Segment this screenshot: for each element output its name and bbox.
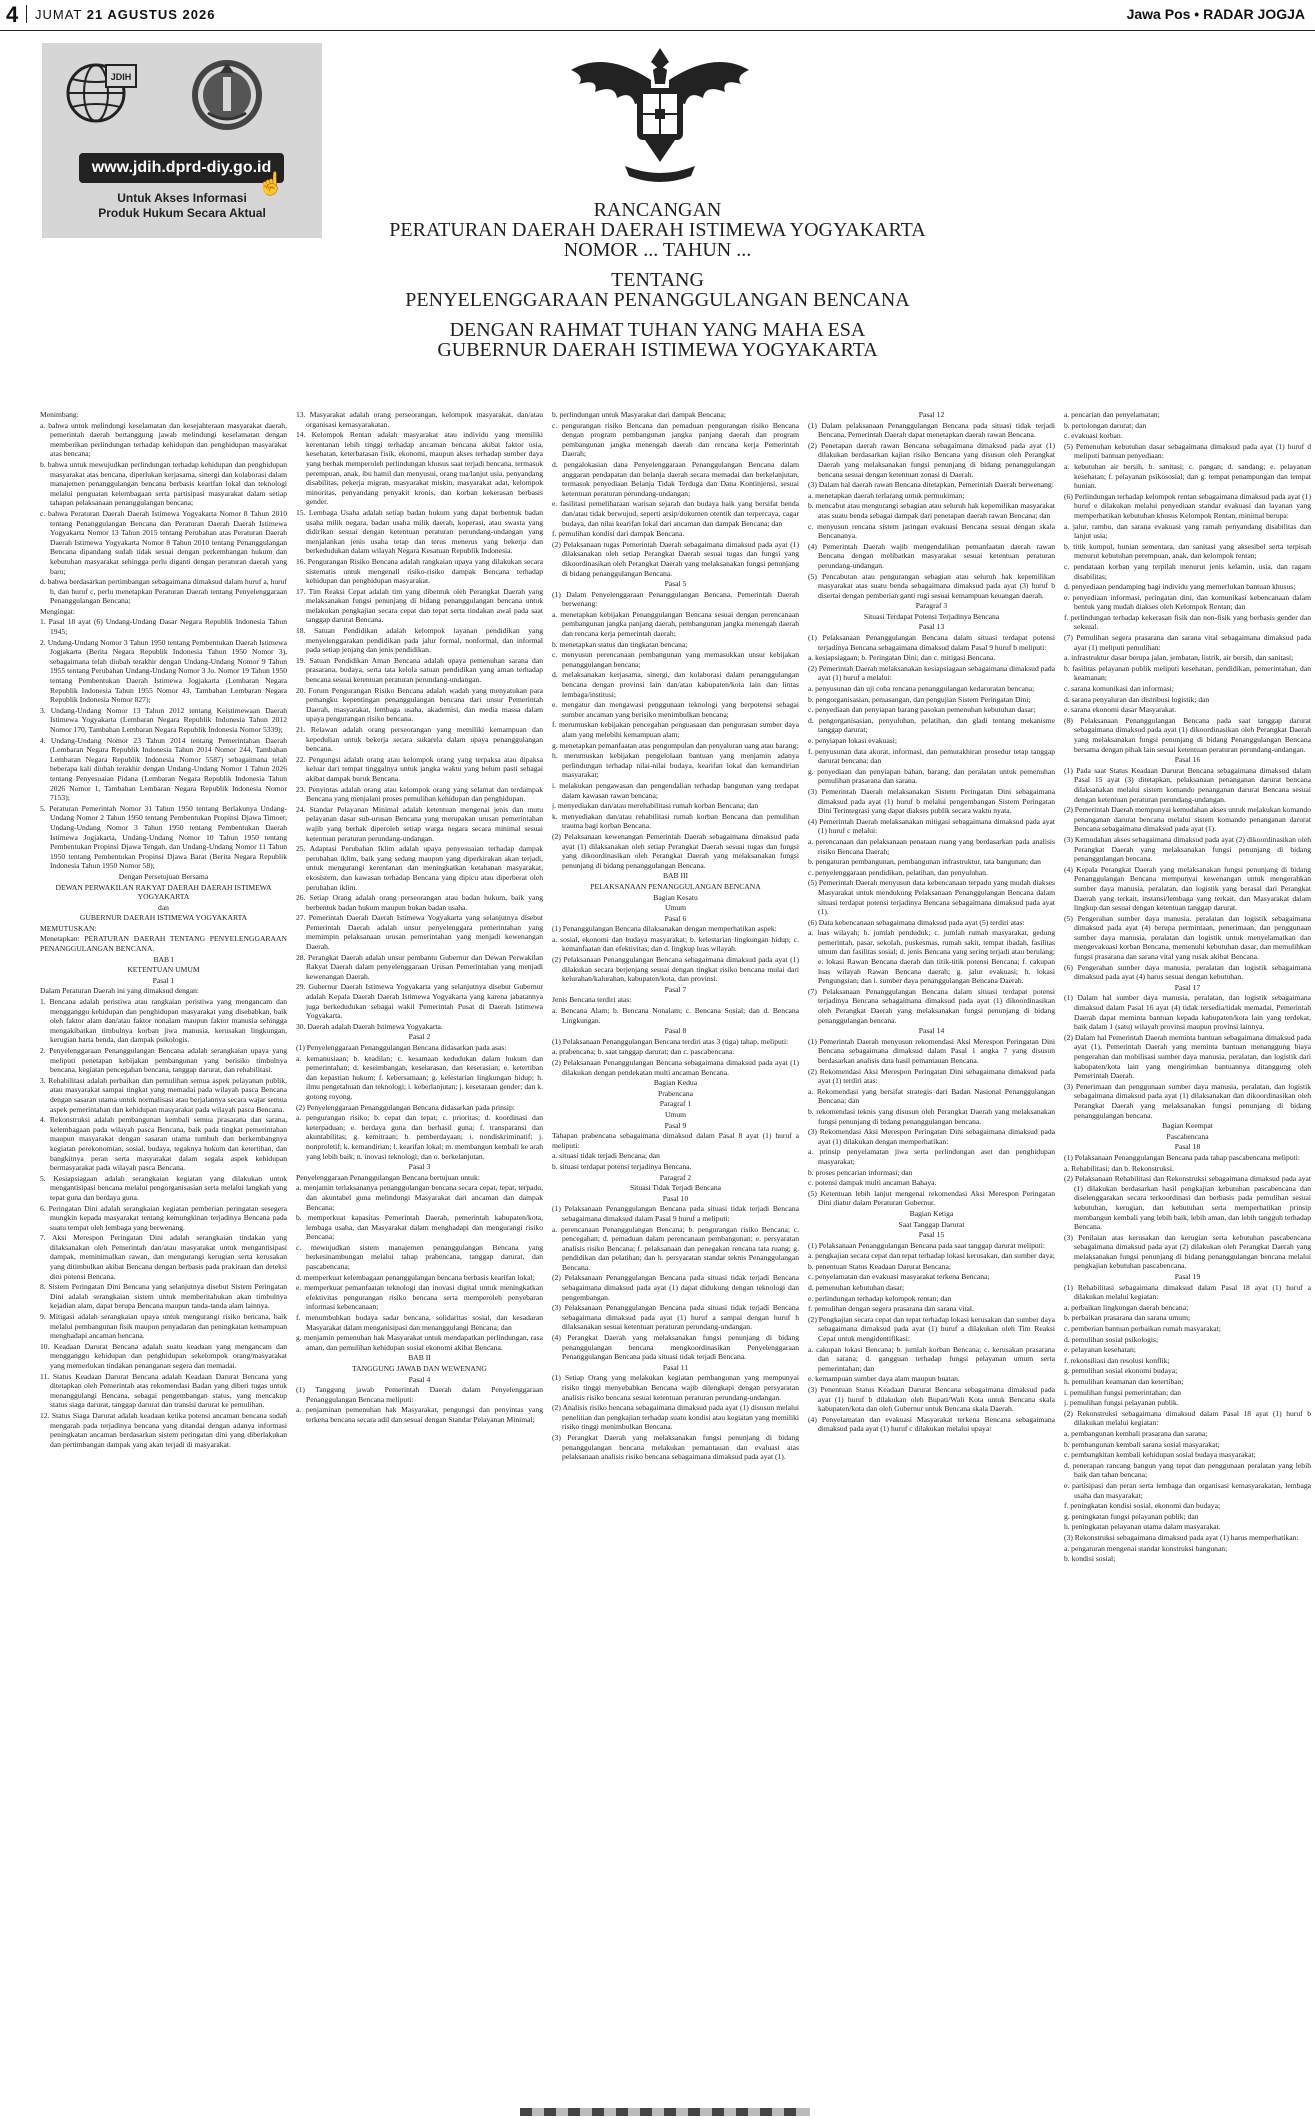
paragraph: h. merumuskan kebijakan pengelolaan bantuan yang menjamin adanya perlindungan terhadap nilai-nilai budaya, kearifan lokal dan kemandirian masyarakat; — [552, 751, 799, 780]
paragraph: (3) Penentuan Status Keadaan Darurat Bencana sebagaimana dimaksud pada ayat (1) huruf b dilakukan oleh Bupati/Wali Kota untuk Bencana skala kabupaten/kota dan oleh Gubernur untuk Bencana skala Daerah. — [808, 1385, 1055, 1414]
text-column-1 — [40, 410, 287, 2090]
paragraph: Pasal 1 — [152, 975, 175, 985]
paragraph: BAB II — [408, 1353, 431, 1363]
text-column-4 — [808, 410, 1055, 2090]
paragraph: 4. Undang-Undang Nomor 23 Tahun 2014 tentang Pemerintahan Daerah (Lembaran Negara Republik Indonesia Tahun 2014 Nomor 244, Tambahan Lembaran Negara Republik Indonesia Nomor 5587) sebagaimana telah beberapa kali diubah terakhir dengan Undang-Undang Nomor 1 Tahun 2026 tentang Penyesuaian Pidana (Lembaran Negara Republik Indonesia Tahun 2026 Nomor 1, Tambahan Lembaran Negara Republik Indonesia Nomor 7153); — [40, 735, 287, 803]
paragraph: 3. Rehabilitasi adalah perbaikan dan pemulihan semua aspek pelayanan publik, atau masyarakat sampai tingkat yang memadai pada wilayah pasca Bencana dengan sasaran utama untuk normalisasi atau berjalannya secara wajar semua aspek pemerintahan dan kehidupan masyarakat pada wilayah pasca Bencana. — [40, 1075, 287, 1114]
paragraph: Bagian Ketiga — [909, 1208, 954, 1218]
paragraph: Penyelenggaraan Penanggulangan Bencana bertujuan untuk: — [296, 1172, 480, 1182]
pointer-cursor-icon: ☝ — [257, 171, 285, 196]
paragraph: (5) Pemerintah Daerah menyusun data kebencanaan terpadu yang mudah diakses Masyarakat untuk mendukung Pelaksanaan Penanggulangan Bencana dalam situasi terdapat potensi terjadinya Bencana sebagaimana dimaksud pada ayat (1). — [808, 878, 1055, 917]
paragraph: k. menyediakan dan/atau rehabilitasi rumah korban Bencana dan pemulihan trauma bagi korban Bencana. — [552, 811, 799, 831]
paragraph: 5. Kesiapsiagaan adalah serangkaian kegiatan yang dilakukan untuk mengantisipasi bencana melalui pengorganisasian serta melalui langkah yang tepat guna dan berdaya guna. — [40, 1173, 287, 1202]
paragraph: 17. Tim Reaksi Cepat adalah tim yang dibentuk oleh Perangkat Daerah yang melaksanakan fungsi penunjang di bidang penanggulangan bencana untuk melakukan pengkajian secara cepat dan tepat serta tindakan awal pada saat tanggap darurat Bencana. — [296, 586, 543, 625]
paragraph: (2) Rekomendasi Aksi Merespon Peringatan Dini sebagaimana dimaksud pada ayat (1) terdiri atas: — [808, 1066, 1055, 1086]
paragraph: a. menetapkan daerah terlarang untuk permukiman; — [808, 490, 965, 500]
header-divider — [26, 5, 27, 23]
paragraph: a. perencanaan dan pelaksanaan penataan ruang yang berdasarkan pada analisis risiko Bencana Daerah; — [808, 836, 1055, 856]
paragraph: f. peningkatan kondisi sosial, ekonomi dan budaya; — [1064, 1501, 1221, 1511]
paragraph: j. menyediakan dan/atau merehabilitasi rumah korban Bencana; dan — [552, 801, 759, 811]
paragraph: Pasal 11 — [662, 1362, 689, 1372]
paragraph: (2) Pelaksanaan Penanggulangan Bencana sebagaimana dimaksud pada ayat (1) dilakukan dengan pendekatan multi ancaman Bencana. — [552, 1058, 799, 1077]
paragraph: (3) Kemudahan akses sebagaimana dimaksud pada ayat (2) dikoordinasikan oleh Perangkat Daerah yang melaksanakan fungsi penunjang di bidang penanggulangan bencana. — [1064, 834, 1311, 864]
paragraph: c. evakuasi korban. — [1064, 431, 1123, 441]
paragraph: b. mencabut atau mengurangi sebagian atau seluruh hak kepemilikan masyarakat atas suatu benda sebagai dampak dari penetapan daerah rawan Bencana; dan — [808, 501, 1055, 520]
paragraph: d. pengalokasian dana Penyelenggaraan Penanggulangan Bencana dalam anggaran pendapatan dan belanja daerah secara memadai dan berkelanjutan, termasuk penyediaan Belanja Tidak Terduga dan Dana Kontinjensi, sesuai ketentuan peraturan perundang-undangan; — [552, 459, 799, 498]
paragraph: (2) Analisis risiko bencana sebagaimana dimaksud pada ayat (1) disusun melalui penelitian dan pengkajian terhadap suatu kondisi atau kegiatan yang memiliki risiko tinggi menimbulkan Bencana. — [552, 1403, 799, 1432]
paragraph: (1) Dalam Penyelenggaraan Penanggulangan Bencana, Pemerintah Daerah berwenang: — [552, 589, 799, 609]
paragraph: (5) Pemenuhan kebutuhan dasar sebagaimana dimaksud pada ayat (1) huruf d meliputi bantuan penyediaan: — [1064, 441, 1311, 461]
paragraph: Pasal 13 — [918, 622, 945, 632]
page-header — [0, 0, 1315, 31]
promo-caption-line1: Untuk Akses Informasi — [117, 191, 247, 205]
paragraph: Dengan Persetujuan Bersama — [118, 871, 209, 881]
paragraph: d. memperkuat kelembagaan penanggulangan bencana berbasis kearifan lokal; — [296, 1272, 535, 1282]
paragraph: (7) Pelaksanaan Penanggulangan Bencana dalam situasi terdapat potensi terjadinya Bencana sebagaimana dimaksud pada ayat (1) dikoordinasikan oleh Perangkat Daerah yang melaksanakan fungsi penunjang di bidang penanggulangan bencana. — [808, 986, 1055, 1025]
paragraph: (2) Pelaksanaan kewenangan Pemerintah Daerah sebagaimana dimaksud pada ayat (1) dilaksanakan oleh setiap Perangkat Daerah sesuai tugas dan fungsi yang dikoordinasikan oleh Perangkat Daerah yang melaksanakan fungsi penunjang di bidang penanggulangan Bencana. — [552, 831, 799, 870]
paragraph: Umum — [664, 1109, 687, 1119]
paragraph: e. memperkuat pemanfaatan teknologi dan inovasi digital untuk meningkatkan efektivitas pengurangan risiko bencana serta memperoleh penyebaran informasi kebencanaan; — [296, 1283, 543, 1312]
paragraph: 21. Relawan adalah orang perseorangan yang memiliki kemampuan dan kepedulian untuk bekerja secara sukarela dalam upaya penanggulangan bencana. — [296, 725, 543, 754]
paragraph: 7. Aksi Merespon Peringatan Dini adalah serangkaian tindakan yang dilaksanakan oleh Pemerintah dan/atau masyarakat untuk mengantisipasi dampak, meminimalkan rawan, dan mengurangi kerugian serta kerusakan yang ditimbulkan akibat Bencana dengan berbasis pada prakiraan dan deteksi dini potensi Bencana. — [40, 1233, 287, 1281]
paragraph: Pasal 9 — [664, 1120, 687, 1130]
paragraph: a. jalur, rambu, dan sarana evakuasi yang ramah penyandang disabilitas dan lanjut usia; — [1064, 521, 1311, 541]
paragraph: 22. Pengungsi adalah orang atau kelompok orang yang terpaksa atau dipaksa keluar dari tempat tinggalnya untuk jangka waktu yang belum pasti sebagai akibat dampak buruk Bencana. — [296, 754, 543, 783]
paragraph: (3) Pelaksanaan Penanggulangan Bencana pada situasi tidak terjadi Bencana sebagaimana dimaksud pada ayat (1) huruf a sampai dengan huruf h dilaksanakan sesuai ketentuan peraturan perundang-undangan. — [552, 1303, 799, 1332]
paragraph: b. perbaikan prasarana dan sarana umum; — [1064, 1313, 1191, 1323]
paragraph: a. Rekomendasi yang bersifat strategis dari Badan Nasional Penanggulangan Bencana; dan — [808, 1086, 1055, 1106]
paragraph: (2) Rekonstruksi sebagaimana dimaksud dalam Pasal 18 ayat (1) huruf b dilakukan melalui kegiatan: — [1064, 1408, 1311, 1428]
paragraph: (5) Ketentuan lebih lanjut mengenai rekomendasi Aksi Merespon Peringatan Dini diatur dalam Peraturan Gubernur. — [808, 1188, 1055, 1208]
paragraph: a. sosial, ekonomi dan budaya masyarakat; b. kelestarian lingkungan hidup; c. kemanfaatan dan efektivitas; dan d. lingkup luas wilayah. — [552, 934, 799, 954]
paragraph: 2. Penyelenggaraan Penanggulangan Bencana adalah serangkaian upaya yang meliputi penetapan kebijakan pembangunan yang berisiko timbulnya bencana, kegiatan pencegahan bencana, tanggap darurat, dan rehabilitasi. — [40, 1046, 287, 1075]
paragraph: 1. Bencana adalah peristiwa atau rangkaian peristiwa yang mengancam dan mengganggu kehidupan dan penghidupan masyarakat yang disebabkan, baik oleh faktor alam dan/atau faktor nonalam maupun faktor manusia sehingga mengakibatkan timbulnya korban jiwa manusia, kerusakan lingkungan, kerugian harta benda, dan dampak psikologis. — [40, 997, 287, 1045]
paragraph: a. perencanaan Penanggulangan Bencana; b. pengurangan risiko Bencana; c. pencegahan; d. pemaduan dalam perencanaan pembangunan; e. persyaratan analisis risiko Bencana; f. pelaksanaan dan penegakan rencana tata ruang; g. pendidikan dan pelatihan; dan h. persyaratan standar teknis Penanggulangan Bencana. — [552, 1224, 799, 1272]
paragraph: Paragraf 2 — [659, 1172, 692, 1182]
paragraph: Pasal 16 — [1174, 755, 1201, 765]
paragraph: a. penjaminan pemenuhan hak Masyarakat, pengungsi dan penyintas yang terkena bencana secara adil dan sesuai dengan Standar Pelayanan Minimal; — [296, 1405, 543, 1424]
paragraph: a. kemanusiaan; b. keadilan; c. kesamaan kedudukan dalam hukum dan pemerintahan; d. keseimbangan, keselarasan, dan keserasian; e. ketertiban dan kepastian hukum; f. kebersamaan; g. kelestarian lingkungan hidup; h. ilmu pengetahuan dan teknologi; i. keberlanjutan; j. kesetaraan gender; dan k. gotong royong. — [296, 1053, 543, 1101]
paragraph: Mengingat: — [40, 606, 76, 616]
paragraph: Situasi Tidak Terjadi Bencana — [629, 1183, 722, 1193]
paragraph: Bagian Keempat — [1162, 1121, 1213, 1131]
paragraph: d. sarana penyaluran dan distribusi logistik; dan — [1064, 694, 1210, 704]
paragraph: 1. Pasal 18 ayat (6) Undang-Undang Dasar Negara Republik Indonesia Tahun 1945; — [40, 617, 287, 637]
paragraph: a. pengkajian secara cepat dan tepat terhadap lokasi kerusakan, dan sumber daya; — [808, 1251, 1055, 1261]
paragraph: c. penyelenggaraan pendidikan, pelatihan, dan penyuluhan. — [808, 867, 988, 877]
paragraph: e. penyiapan lokasi evakuasi; — [808, 736, 897, 745]
paragraph: (1) Tanggung jawab Pemerintah Daerah dalam Penyelenggaraan Penanggulangan Bencana meliputi: — [296, 1385, 543, 1404]
date-day: JUMAT — [35, 7, 83, 22]
paragraph: (2) Pelaksanaan Penanggulangan Bencana pada situasi tidak terjadi Bencana sebagaimana dimaksud pada ayat (1) dapat didukung dengan teknologi dan pengembangan. — [552, 1273, 799, 1302]
paragraph: PELAKSANAAN PENANGGULANGAN BENCANA — [590, 881, 761, 891]
paragraph: 9. Mitigasi adalah serangkaian upaya untuk mengurangi risiko bencana, baik melalui pembangunan fisik maupun penyadaran dan peningkatan kemampuan menghadapi ancaman bencana. — [40, 1312, 287, 1341]
diy-crest-logo — [190, 53, 264, 137]
paragraph: b. fasilitas pelayanan publik meliputi kesehatan, pendidikan, pemerintahan, dan keamanan; — [1064, 663, 1311, 683]
paragraph: b. pembangunan kembali sarana sosial masyarakat; — [1064, 1439, 1220, 1449]
paragraph: 14. Kelompok Rentan adalah masyarakat atau individu yang memiliki kerentanan lebih tinggi terhadap ancaman bencana akibat faktor usia, kesehatan, keterbatasan fisik, ekonomi, maupun akses terhadap sumber daya yang berhak memperoleh perlindungan khusus saat terjadi bencana, termasuk perempuan, anak, ibu hamil dan menyusui, orang tua/lanjut usia, penyandang disabilitas, pekerja migran, masyarakat miskin, masyarakat adat, kelompok minoritas, penyandang penyakit kronis, dan korban kekerasan berbasis gender. — [296, 430, 543, 507]
paragraph: e. penyediaan informasi, peringatan dini, dan komunikasi kebencanaan dalam bentuk yang mudah diakses oleh Kelompok Rentan; dan — [1064, 592, 1311, 612]
paragraph: 6. Peringatan Dini adalah serangkaian kegiatan pemberian peringatan sesegera mungkin kepada masyarakat tentang kemungkinan terjadinya Bencana pada suatu tempat oleh lembaga yang berwenang. — [40, 1203, 287, 1232]
paragraph: a. pembangunan kembali prasarana dan sarana; — [1064, 1428, 1208, 1438]
paragraph: a. kesiapsiagaan; b. Peringatan Dini; dan c. mitigasi Bencana. — [808, 653, 996, 663]
paragraph: (2) Pelaksanaan Rehabilitasi dan Rekonstruksi sebagaimana dimaksud pada ayat (1) dilakukan berdasarkan hasil pengkajian kebutuhan pascabencana dan diselenggarakan secara terkoordinasi dan berbasis pada pemulihan sesuai kebutuhan, kerugian, dan kebutuhan serta memperhatikan prinsip membangun kembali yang lebih baik, lebih aman, dan lebih tangguh terhadap Bencana. — [1064, 1174, 1311, 1232]
paragraph: BAB III — [662, 871, 689, 881]
paragraph: a. perbaikan lingkungan daerah bencana; — [1064, 1302, 1189, 1312]
paragraph: 13. Masyarakat adalah orang perseorangan, kelompok masyarakat, dan/atau organisasi kemasyarakatan. — [296, 410, 543, 429]
paragraph: g. penyediaan dan penyiapan bahan, barang, dan peralatan untuk pemenuhan pemulihan prasarana dan sarana. — [808, 766, 1055, 786]
paragraph: 19. Satuan Pendidikan Aman Bencana adalah upaya pemenuhan sarana dan prasarana, budaya, serta tata kelola satuan pendidikan yang aman terhadap bencana sesuai ketentuan peraturan perundang-undangan. — [296, 655, 543, 685]
paragraph: h. peningkatan pelayanan utama dalam masyarakat. — [1064, 1522, 1221, 1532]
paragraph: a. Rehabilitasi; dan b. Rekonstruksi. — [1064, 1163, 1174, 1173]
title-subject: PENYELENGGARAAN PENANGGULANGAN BENCANA — [405, 289, 910, 311]
paragraph: 28. Perangkat Daerah adalah unsur pembantu Gubernur dan Dewan Perwakilan Rakyat Daerah dalam penyelenggaraan Urusan Pemerintahan yang menjadi kewenangan Daerah. — [296, 952, 543, 981]
paragraph: 26. Setiap Orang adalah orang perseorangan atau badan hukum, baik yang berbentuk badan hukum maupun bukan badan usaha. — [296, 893, 543, 912]
text-column-3 — [552, 410, 799, 2090]
paragraph: b. perlindungan untuk Masyarakat dari dampak Bencana; — [552, 410, 726, 419]
paragraph: Paragraf 1 — [659, 1099, 692, 1109]
paragraph: c. menyusun perencanaan pembangunan yang memasukkan unsur kebijakan penanggulangan bencana; — [552, 650, 799, 669]
paragraph: Tahapan prabencana sebagaimana dimaksud dalam Pasal 8 ayat (1) huruf a meliputi: — [552, 1131, 799, 1150]
paragraph: Menetapkan: PERATURAN DAERAH TENTANG PENYELENGGARAAN PENANGGULANGAN BENCANA. — [40, 934, 287, 954]
paragraph: d. melaksanakan kerjasama, sinergi, dan kolaborasi dalam penanggulangan bencana dengan provinsi lain dan/atau kabupaten/kota lain dan lintas lembaga/institusi; — [552, 670, 799, 699]
paragraph: i. pemulihan fungsi pemerintahan; dan — [1064, 1387, 1182, 1397]
paragraph: (3) Perangkat Daerah yang melaksanakan fungsi penunjang di bidang penanggulangan bencana melakukan pemantauan dan evaluasi atas pelaksanaan analisis risiko bencana sebagaimana dimaksud pada ayat (1). — [552, 1432, 799, 1462]
paragraph: (7) Pemulihan segera prasarana dan sarana vital sebagaimana dimaksud pada ayat (1) meliputi pemulihan: — [1064, 633, 1311, 652]
paragraph: c. pemberian bantuan perbaikan rumah masyarakat; — [1064, 1324, 1221, 1334]
paragraph: g. menjamin pemenuhan hak Masyarakat untuk mendapatkan perlindungan, rasa aman, dan pemulihan kehidupan sosial ekonomi akibat Bencana. — [296, 1333, 543, 1352]
newspaper-brand: Jawa Pos • RADAR JOGJA — [1126, 6, 1305, 22]
paragraph: Pasal 10 — [662, 1193, 689, 1203]
paragraph: MEMUTUSKAN: — [40, 923, 97, 933]
paragraph: Pasal 18 — [1174, 1142, 1201, 1152]
title-tentang: TENTANG — [611, 269, 704, 291]
paragraph: a. bahwa untuk melindungi keselamatan dan kesejahteraan masyarakat daerah, pemerintah daerah bertanggung jawab melindungi keselamatan dengan memberikan perlindungan terhadap kehidupan dan penghidupan masyarakat atas bencana; — [40, 420, 287, 459]
paragraph: 24. Standar Pelayanan Minimal adalah ketentuan mengenai jenis dan mutu pelayanan dasar sub-urusan Bencana yang merupakan urusan pemerintahan wajib yang berhak diperoleh setiap warga negara secara minimal sesuai ketentuan peraturan perundang-undangan. — [296, 804, 543, 843]
paragraph: a. Bencana Alam; b. Bencana Nonalam; c. Bencana Sosial; dan d. Bencana Lingkungan. — [552, 1006, 799, 1025]
title-rancangan: RANCANGAN — [593, 199, 722, 221]
paragraph: (1) Pelaksanaan Penanggulangan Bencana pada tahap pascabencana meliputi: — [1064, 1152, 1300, 1162]
paragraph: Menimbang: — [40, 410, 79, 419]
paragraph: e. fasilitasi pemeliharaan warisan sejarah dan budaya baik yang bersifat benda dan/atau tidak berwujud, seperti arsip/dokumen otentik dan terpercaya, cagar budaya, dan nilai kearifan lokal dari ancaman dan dampak Bencana; dan — [552, 499, 799, 528]
paragraph: 4. Rekonstruksi adalah pembangunan kembali semua prasarana dan sarana, kelembagaan pada wilayah pasca Bencana, baik pada tingkat pemerintahan maupun masyarakat dengan sasaran utama tumbuh dan berkembangnya kegiatan perekonomian, sosial, budaya, tegaknya hukum dan ketertiban, dan bangkitnya peran serta masyarakat dalam segala aspek kehidupan bermasyarakat pada wilayah pasca Bencana. — [40, 1115, 287, 1173]
paragraph: a. prabencana; b. saat tanggap darurat; dan c. pascabencana. — [552, 1047, 735, 1057]
paragraph: a. menetapkan kebijakan Penanggulangan Bencana sesuai dengan perencanaan pembangunan jangka panjang daerah, pembangunan jangka menengah daerah dan rencana kerja pemerintah daerah; — [552, 609, 799, 639]
paragraph: Pasal 19 — [1174, 1272, 1201, 1282]
paragraph: a. menjamin terlaksananya penanggulangan bencana secara cepat, tepat, terpadu, dan akuntabel guna melindungi Masyarakat dari ancaman dan dampak Bencana; — [296, 1183, 543, 1212]
paragraph: 20. Forum Pengurangan Risiko Bencana adalah wadah yang menyatukan para pemangku kepentingan penanggulangan bencana dari unsur Pemerintah Daerah, masyarakat, lembaga usaha, akademisi, dan media massa dalam upaya pengurangan risiko bencana. — [296, 685, 543, 724]
paragraph: i. melakukan pengawasan dan pengendalian terhadap bangunan yang terdapat dalam kawasan rawan bencana; — [552, 780, 799, 800]
footer-color-bar — [520, 2108, 810, 2116]
paragraph: TANGGUNG JAWAB DAN WEWENANG — [352, 1364, 487, 1373]
paragraph: f. merumuskan kebijakan pencegahan penguasaan dan pengurasan sumber daya alam yang melebihi kemampuan alam; — [552, 720, 799, 739]
paragraph: a. penyusunan dan uji coba rencana penanggulangan kedaruratan bencana; — [808, 684, 1035, 694]
paragraph: e. partisipasi dan peran serta lembaga dan organisasi kemasyarakatan, lembaga usaha dan masyarakat; — [1064, 1480, 1311, 1500]
paragraph: Jenis Bencana terdiri atas: — [552, 995, 632, 1005]
paragraph: (1) Penyelenggaraan Penanggulangan Bencana didasarkan pada asas: — [296, 1043, 507, 1052]
paragraph: c. sarana komunikasi dan informasi; — [1064, 684, 1174, 694]
paragraph: 10. Keadaan Darurat Bencana adalah suatu keadaan yang mengancam dan mengganggu kehidupan dan penghidupan sekelompok orang/masyarakat yang memerlukan tindakan penanganan segera dan memadai. — [40, 1341, 287, 1370]
paragraph: (2) Penetapan daerah rawan Bencana sebagaimana dimaksud pada ayat (1) dilakukan berdasarkan kajian risiko Bencana yang disusun oleh Perangkat Daerah yang melaksanakan fungsi penunjang di bidang penanggulangan bencana sesuai dengan ketentuan zonasi di Daerah. — [808, 440, 1055, 479]
paragraph: 23. Penyintas adalah orang atau kelompok orang yang selamat dan terdampak Bencana yang menjalani proses pemulihan kehidupan dan penghidupan. — [296, 784, 543, 804]
paragraph: KETENTUAN UMUM — [127, 965, 200, 975]
paragraph: 12. Status Siaga Darurat adalah keadaan ketika potensi ancaman bencana sudah mengarah pada terjadinya bencana yang ditandai dengan adanya informasi peningkatan ancaman berdasarkan sistem peringatan dini yang diberlakukan dan pertimbangan dampak yang akan terjadi di masyarakat. — [40, 1410, 287, 1449]
paragraph: 27. Pemerintah Daerah Daerah Istimewa Yogyakarta yang selanjutnya disebut Pemerintah Daerah adalah unsur penyelenggara pemerintahan yang memimpin pelaksanaan urusan pemerintahan yang menjadi kewenangan Daerah. — [296, 913, 543, 952]
paragraph: (8) Pelaksanaan Penanggulangan Bencana pada saat tanggap darurat sebagaimana dimaksud pada ayat (1) dikoordinasikan oleh Perangkat Daerah yang melaksanakan fungsi penunjang di bidang Penanggulangan Bencana bersama dengan pihak lain sesuai ketentuan peraturan perundang-undangan. — [1064, 715, 1311, 754]
paragraph: (6) Data kebencanaan sebagaimana dimaksud pada ayat (5) terdiri atas: — [808, 917, 1025, 927]
paragraph: (1) Penanggulangan Bencana dilaksanakan dengan memperhatikan aspek: — [552, 924, 777, 934]
paragraph: 15. Lembaga Usaha adalah setiap badan hukum yang dapat berbentuk badan usaha milik negara, badan usaha milik daerah, koperasi, atau swasta yang didirikan sesuai dengan ketentuan peraturan perundang-undangan yang menjalankan jenis usaha tetap dan terus menerus yang bekerja dan berkedudukan dalam wilayah Negara Kesatuan Republik Indonesia. — [296, 507, 543, 556]
paragraph: c. pengurangan risiko Bencana dan pemaduan pengurangan risiko Bencana dengan program pembangunan jangka panjang daerah dan program pembangunan jangka menengah daerah dan rencana kerja Pemerintah Daerah; — [552, 420, 799, 459]
paragraph: (2) Pelaksanaan tugas Pemerintah Daerah sebagaimana dimaksud pada ayat (1) dilaksanakan oleh setiap Perangkat Daerah sesuai tugas dan fungsi yang dikoordinasikan oleh Perangkat Daerah yang melaksanakan fungsi penunjang di bidang penanggulangan Bencana. — [552, 539, 799, 578]
paragraph: h. pemulihan keamanan dan ketertiban; — [1064, 1377, 1184, 1386]
paragraph: a. cakupan lokasi Bencana; b. jumlah korban Bencana; c. kerusakan prasarana dan sarana; d. gangguan terhadap fungsi pelayanan umum serta pemerintahan; dan — [808, 1344, 1055, 1373]
paragraph: Situasi Terdapat Potensi Terjadinya Bencana — [863, 611, 1000, 621]
paragraph: c. menyusun rencana sistem jaringan evakuasi Bencana sesuai dengan skala Bencananya. — [808, 521, 1055, 541]
paragraph: b. memperkuat kapasitas Pemerintah Daerah, pemerintah kabupaten/kota, lembaga usaha, dan Masyarakat dalam menghadapi dan mengurangi risiko Bencana; — [296, 1213, 543, 1242]
paragraph: (2) Penyelenggaraan Penanggulangan Bencana didasarkan pada prinsip: — [296, 1102, 515, 1112]
paragraph: 8. Sistem Peringatan Dini Bencana yang selanjutnya disebut Sistem Peringatan Dini adalah serangkaian sistem untuk memberitahukan akan timbulnya kejadian alam, dapat berupa Bencana maupun tanda-tanda alam lainnya. — [40, 1282, 287, 1311]
paragraph: (3) Dalam hal daerah rawan Bencana ditetapkan, Pemerintah Daerah berwenang: — [808, 480, 1054, 490]
jdih-website-link[interactable]: www.jdih.dprd-diy.go.id — [79, 153, 284, 183]
paragraph: Pasal 8 — [664, 1026, 687, 1036]
paragraph: (6) Perlindungan terhadap kelompok rentan sebagaimana dimaksud pada ayat (1) huruf e dilakukan melalui penyediaan standar evakuasi dan layanan yang memperhatikan kebutuhan khusus Kelompok Rentan, minimal berupa: — [1064, 491, 1311, 520]
paragraph: a. pengaturan mengenai standar konstruksi bangunan; — [1064, 1543, 1228, 1553]
paragraph: (5) Pencabutan atau pengurangan sebagian atau seluruh hak kepemilikan masyarakat atas suatu benda sebagaimana dimaksud pada ayat (3) huruf b disertai dengan pemberian ganti rugi sesuai kemampuan keuangan daerah. — [808, 571, 1055, 600]
paragraph: b. pengorganisasian, pemasangan, dan pengujian Sistem Peringatan Dini; — [808, 694, 1031, 704]
paragraph: Pasal 3 — [408, 1162, 431, 1172]
paragraph: (1) Pelaksanaan Penanggulangan Bencana terdiri atas 3 (tiga) tahap, meliputi: — [552, 1036, 789, 1046]
paragraph: Pascabencana — [1166, 1131, 1209, 1141]
paragraph: d. pemenuhan kebutuhan dasar; — [808, 1283, 905, 1293]
paragraph: Pasal 15 — [918, 1230, 945, 1240]
paragraph: (2) Pemerintah Daerah mempunyai kemudahan akses untuk melakukan komando penanganan darurat bencana melalui sistem komando penanganan darurat Bencana sebagaimana dimaksud pada ayat (1). — [1064, 805, 1311, 834]
paragraph: 2. Undang-Undang Nomor 3 Tahun 1950 tentang Pembentukan Daerah Istimewa Jogjakarta (Berita Negara Republik Indonesia Tahun 1950 Nomor 3), sebagaimana telah diubah terakhir dengan Undang-Undang Nomor 9 Tahun 1955 tentang Perubahan Undang-Undang Nomor 3 Jo. Nomor 19 Tahun 1950 tentang Pembentukan Daerah Istimewa Jogjakarta (Lembaran Negara Republik Indonesia Tahun 1955 Nomor 43, Tambahan Lembaran Negara Republik Indonesia Nomor 827); — [40, 637, 287, 705]
paragraph: Pasal 7 — [664, 984, 687, 994]
paragraph: c. mewujudkan sistem manajemen penanggulangan Bencana yang berkesinambungan melalui tahap prabencana, tanggap darurat, dan pascabencana; — [296, 1242, 543, 1272]
paragraph: b. pertolongan darurat; dan — [1064, 420, 1147, 430]
paragraph: a. pencarian dan penyelamatan; — [1064, 410, 1160, 419]
paragraph: f. pemulihan kondisi dari dampak Bencana. — [552, 529, 685, 539]
paragraph: b. rekomendasi teknis yang disusun oleh Perangkat Daerah yang melaksanakan fungsi penunjang di bidang penanggulangan bencana. — [808, 1106, 1055, 1126]
paragraph: d. pengorganisasian, penyuluhan, pelatihan, dan gladi tentang mekanisme tanggap darurat; — [808, 715, 1055, 735]
paragraph: (1) Pelaksanaan Penanggulangan Bencana pada saat tanggap darurat meliputi: — [808, 1240, 1046, 1250]
paragraph: Pasal 2 — [408, 1032, 431, 1042]
svg-text:JDIH: JDIH — [110, 72, 132, 82]
paragraph: g. peningkatan fungsi pelayanan publik; dan — [1064, 1511, 1199, 1521]
paragraph: 11. Status Keadaan Darurat Bencana adalah Keadaan Darurat Bencana yang ditetapkan oleh Pemerintah atas rekomendasi Badan yang diberi tugas untuk menanggulangi Bencana, sebagai pengembangan status, yang mencakup status siaga darurat, tanggap darurat dan transisi darurat ke pemulihan. — [40, 1371, 287, 1410]
paragraph: (4) Pemerintah Daerah melaksanakan mitigasi sebagaimana dimaksud pada ayat (1) huruf c melalui: — [808, 816, 1055, 836]
paragraph: c. potensi dampak multi ancaman Bahaya. — [808, 1178, 937, 1188]
title-peraturan: PERATURAN DAERAH DAERAH ISTIMEWA YOGYAKARTA — [389, 219, 926, 241]
paragraph: Pasal 6 — [664, 913, 687, 923]
paragraph: e. kemampuan sumber daya alam maupun buatan. — [808, 1374, 960, 1384]
paragraph: 3. Undang-Undang Nomor 13 Tahun 2012 tentang Keistimewaan Daerah Istimewa Yogyakarta (Lembaran Negara Republik Indonesia Tahun 2012 Nomor 170, Tambahan Lembaran Negara Republik Indonesia Nomor 5339); — [40, 705, 287, 734]
paragraph: (1) Pemerintah Daerah menyusun rekomendasi Aksi Merespon Peringatan Dini Bencana sebagaimana dimaksud dalam Pasal 1 angka 7 yang disusun berdasarkan analisis data hasil pemantauan Bencana. — [808, 1036, 1055, 1065]
page-number: 4 — [6, 2, 19, 27]
paragraph: g. pemulihan sosial ekonomi budaya; — [1064, 1366, 1178, 1376]
paragraph: b. pengaturan pembangunan, pembangunan infrastruktur, tata bangunan; dan — [808, 857, 1041, 867]
text-column-2 — [296, 410, 543, 2090]
paragraph: Pasal 17 — [1174, 982, 1201, 992]
paragraph: Bagian Kesatu — [653, 892, 698, 902]
paragraph: f. perlindungan terhadap kekerasan fisik dan non-fisik yang berbasis gender dan seksual. — [1064, 612, 1311, 632]
paragraph: (1) Rehabilitasi sebagaimana dimaksud dalam Pasal 18 ayat (1) huruf a dilakukan melalui kegiatan: — [1064, 1282, 1311, 1302]
paragraph: (3) Pemerintah Daerah melaksanakan Sistem Peringatan Dini sebagaimana dimaksud pada ayat (1) huruf b melalui pengembangan Sistem Peringatan Dini Terintegrasi yang dapat diakses publik secara waktu nyata. — [808, 786, 1055, 816]
paragraph: DEWAN PERWAKILAN RAKYAT DAERAH DAERAH ISTIMEWA YOGYAKARTA — [55, 882, 272, 902]
paragraph: (2) Dalam hal Pemerintah Daerah meminta bantuan sebagaimana dimaksud pada ayat (1), Pemerintah Daerah yang meminta bantuan menanggung biaya pengerahan dan mobilisasi sumber daya manusia, peralatan, dan logistik dari kabupaten/kota lain yang mengirimkan bantuannya ditanggung oleh Pemerintah Daerah. — [1064, 1032, 1311, 1081]
paragraph: Pasal 12 — [918, 410, 945, 419]
paragraph: (6) Pengerahan sumber daya manusia, peralatan dan logistik sebagaimana dimaksud pada ayat (4) harus sesuai dengan kebutuhan. — [1064, 962, 1311, 982]
paragraph: Pasal 5 — [664, 579, 687, 589]
paragraph: a. infrastruktur dasar berupa jalan, jembatan, listrik, air bersih, dan sanitasi; — [1064, 653, 1294, 663]
paragraph: (1) Dalam hal sumber daya manusia, peralatan, dan logistik sebagaimana dimaksud dalam Pasal 16 ayat (4) tidak tersedia/tidak memadai, Pemerintah Daerah dapat meminta bantuan kepada kabupaten/kota lain yang terdekat, baik dalam 1 (satu) wilayah provinsi maupun provinsi lainnya. — [1064, 993, 1311, 1032]
paragraph: a. luas wilayah; b. jumlah penduduk; c. jumlah rumah masyarakat, gedung pemerintah, pasar, sekolah, puskesmas, rumah sakit, tempat ibadah, fasilitas umum dan fasilitas sosial; d. jenis Bencana yang sering terjadi atau berulang; e. lokasi Rawan Bencana daerah dan titik-titik potensi Bencana; f. cakupan luas wilayah Rawan Bencana daerah; g. jalur evakuasi; h. lokasi Pengungsian; dan i. sumber daya penanggulangan Bencana Daerah. — [808, 928, 1055, 986]
paragraph: a. kebutuhan air bersih, b. sanitasi; c. pangan; d. sandang; e. pelayanan kesehatan; f. pelayanan psikososial; dan g. tempat penampungan dan tempat hunian. — [1064, 461, 1311, 491]
paragraph: e. mengatur dan mengawasi penggunaan teknologi yang berpotensi sebagai sumber ancaman yang berisiko menimbulkan bencana; — [552, 700, 799, 719]
paragraph: 5. Peraturan Pemerintah Nomor 31 Tahun 1950 tentang Berlakunya Undang-Undang Nomor 2 Tahun 1950 tentang Pembentukan Propinsi Djawa Timoer, Undang-Undang Nomor 3 Tahun 1950 tentang Pembentukan Daerah Istimewa Jogjakarta, Undang-Undang Nomor 10 Tahun 1950 tentang Pembentukan Propinsi Djawa Tengah, dan Undang-Undang Nomor 11 Tahun 1950 tentang Pembentukan Propinsi Djawa Barat (Berita Negara Republik Indonesia Tahun 1950 Nomor 58); — [40, 803, 287, 871]
paragraph: Saat Tanggap Darurat — [898, 1219, 965, 1229]
paragraph: (3) Rekonstruksi sebagaimana dimaksud pada ayat (1) harus memperhatikan: — [1064, 1532, 1299, 1542]
document-title-block — [300, 200, 1015, 360]
paragraph: 18. Satuan Pendidikan adalah kelompok layanan pendidikan yang menyelenggarakan pendidikan pada jalur formal, nonformal, dan informal pada setiap jenjang dan jenis pendidikan. — [296, 626, 543, 655]
paragraph: (1) Pada saat Status Keadaan Darurat Bencana sebagaimana dimaksud dalam Pasal 15 ayat (3) ditetapkan, pelaksanaan penanganan darurat bencana dilaksanakan melalui sistem komando penanganan darurat Bencana sesuai dengan ketentuan peraturan perundang-undangan. — [1064, 765, 1311, 804]
paragraph: b. titik kumpul, hunian sementara, dan sanitasi yang aksesibel serta terpisah menurut kebutuhan perempuan, anak, dan kelompok rentan; — [1064, 541, 1311, 561]
paragraph: Bagian Kedua — [653, 1078, 698, 1088]
garuda-pancasila-emblem — [565, 40, 755, 190]
paragraph: Prabencana — [658, 1088, 693, 1098]
date-text: 21 AGUSTUS 2026 — [86, 7, 216, 22]
paragraph: f. penyusunan data akurat, informasi, dan pemutakhiran prosedur tetap tanggap darurat bencana; dan — [808, 746, 1055, 766]
paragraph: c. penyediaan dan penyiapan barang pasokan pemenuhan kebutuhan dasar; — [808, 705, 1036, 715]
paragraph: GUBERNUR DAERAH ISTIMEWA YOGYAKARTA — [79, 913, 248, 923]
paragraph: a. prinsip penyelamatan jiwa serta perlindungan aset dan penghidupan masyarakat; — [808, 1147, 1055, 1166]
paragraph: Umum — [664, 903, 687, 913]
paragraph: (5) Pengerahan sumber daya manusia, peralatan dan logistik sebagaimana dimaksud pada ayat (4) berupa permintaan, penerimaan, dan penggunaan sumber daya manusia, peralatan dan logistik untuk menyelamatkan dan mengevakuasi korban Bencana, memenuhi kebutuhan dasar, dan memulihkan fungsi prasarana dan sarana vital yang rusak akibat Bencana. — [1064, 913, 1311, 962]
paragraph: c. bahwa Peraturan Daerah Daerah Istimewa Yogyakarta Nomor 8 Tahun 2010 tentang Penanggulangan Bencana dan Peraturan Daerah Daerah Istimewa Yogyakarta Nomor 13 Tahun 2015 tentang Perubahan atas Peraturan Daerah Daerah Istimewa Yogyakarta Nomor 8 Tahun 2010 tentang Penanggulangan Bencana dipandang sudah tidak sesuai dengan perkembangan hukum dan kebutuhan masyarakat sehingga perlu diganti dengan peraturan daerah yang baru; — [40, 508, 287, 576]
jdih-promo-box — [42, 43, 322, 238]
paragraph: (4) Penyelamatan dan evakuasi Masyarakat terkena Bencana sebagaimana dimaksud pada ayat (1) huruf c dilakukan melalui upaya: — [808, 1414, 1055, 1434]
paragraph: Pasal 4 — [408, 1374, 431, 1384]
paragraph: 29. Gubernur Daerah Istimewa Yogyakarta yang selanjutnya disebut Gubernur adalah Kepala Daerah Daerah Istimewa Yogyakarta yang karena jabatannya juga berkedudukan sebagai wakil Pemerintah Pusat di Daerah Istimewa Yogyakarta. — [296, 982, 543, 1021]
paragraph: Dalam Peraturan Daerah ini yang dimaksud dengan: — [40, 986, 199, 996]
paragraph: b. proses pencarian informasi; dan — [808, 1167, 913, 1177]
title-nomor: NOMOR ... TAHUN ... — [563, 239, 752, 261]
paragraph: (4) Kepala Perangkat Daerah yang melaksanakan fungsi penunjang di bidang Penanggulangan Bencana mempunyai kewenangan untuk mengerahkan sumber daya manusia, peralatan, dan logistik yang berasal dari Perangkat Daerah yang terkait, instansi/lembaga yang terkait, dan Masyarakat dalam lingkup dan sesuai dengan ketentuan tanggap darurat. — [1064, 864, 1311, 913]
paragraph: d. bahwa berdasarkan pertimbangan sebagaimana dimaksud dalam huruf a, huruf b, dan huruf c, perlu menetapkan Peraturan Daerah tentang Penyelenggaraan Penanggulangan Bencana; — [40, 577, 287, 606]
paragraph: 30. Daerah adalah Daerah Istimewa Yogyakarta. — [296, 1021, 443, 1031]
paragraph: b. kondisi sosial; — [1064, 1554, 1116, 1564]
paragraph: 25. Adaptasi Perubahan Iklim adalah upaya penyesuaian terhadap dampak perubahan iklim, baik yang sedang maupun yang diperkirakan akan terjadi, untuk mengurangi kerentanan dan meningkatkan ketahanan masyarakat, ekosistem, dan kawasan terhadap Bencana yang dipicu atau diperberat oleh perubahan iklim. — [296, 844, 543, 892]
paragraph: (2) Pengkajian secara cepat dan tepat terhadap lokasi kerusakan dan sumber daya sebagaimana dimaksud pada ayat (1) huruf a dilakukan oleh Tim Reaksi Cepat untuk mengidentifikasi: — [808, 1314, 1055, 1344]
paragraph: b. penentuan Status Keadaan Darurat Bencana; — [808, 1261, 951, 1271]
paragraph: d. penyediaan pendamping bagi individu yang memerlukan bantuan khusus; — [1064, 582, 1296, 592]
paragraph: (1) Pelaksanaan Penanggulangan Bencana pada situasi tidak terjadi Bencana sebagaimana dimaksud dalam Pasal 9 huruf a meliputi: — [552, 1204, 799, 1223]
paragraph: (3) Rekomendasi Aksi Merespon Peringatan Dini sebagaimana dimaksud pada ayat (1) dilakukan dengan memperhatikan: — [808, 1127, 1055, 1146]
paragraph: Pasal 14 — [918, 1026, 945, 1036]
paragraph: dan — [158, 902, 169, 912]
paragraph: b. situasi terdapat potensi terjadinya Bencana. — [552, 1161, 692, 1171]
paragraph: c. pendataan korban yang terpilah menurut jenis kelamin, usia, dan ragam disabilitas; — [1064, 561, 1311, 581]
paragraph: d. pemulihan sosial psikologis; — [1064, 1334, 1159, 1344]
paragraph: (4) Perangkat Daerah yang melaksanakan fungsi penunjang di bidang penanggulangan bencana mengkoordinasikan Penyelenggaraan Penanggulangan Bencana pada situasi tidak terjadi Bencana. — [552, 1333, 799, 1362]
paragraph: j. pemulihan fungsi pelayanan publik. — [1064, 1398, 1179, 1408]
paragraph: (2) Pemerintah Daerah melaksanakan kesiapsiagaan sebagaimana dimaksud pada ayat (1) huruf a melalui: — [808, 663, 1055, 683]
paragraph: (2) Pelaksanaan Penanggulangan Bencana sebagaimana dimaksud pada ayat (1) dilakukan secara berjenjang sesuai dengan tingkat risiko bencana mulai dari kelurahan/kalurahan, kabupaten/kota, dan provinsi. — [552, 955, 799, 984]
paragraph: e. pelayanan kesehatan; — [1064, 1345, 1136, 1355]
paragraph: c. pembangkitan kembali kehidupan sosial budaya masyarakat; — [1064, 1450, 1256, 1460]
title-rahmat: DENGAN RAHMAT TUHAN YANG MAHA ESA — [449, 319, 866, 341]
paragraph: 16. Pengurangan Risiko Bencana adalah rangkaian upaya yang dilakukan secara sistematis untuk mengenali risiko-risiko dampak Bencana terhadap kehidupan dan penghidupan masyarakat. — [296, 556, 543, 586]
paragraph: (3) Penilaian atas kerusakan dan kerugian serta kebutuhan pascabencana sebagaimana dimaksud pada ayat (2) dilakukan oleh Perangkat Daerah yang melaksanakan fungsi penunjang di bidang penanggulangan bencana melalui pengkajian kebutuhan pascabencana. — [1064, 1232, 1311, 1271]
paragraph: BAB I — [153, 954, 174, 964]
paragraph: (4) Pemerintah Daerah wajib mengendalikan pemanfaatan daerah rawan Bencana dengan melibatkan masyarakat sesuai ketentuan peraturan perundang-undangan. — [808, 541, 1055, 570]
paragraph: Paragraf 3 — [915, 601, 948, 611]
paragraph: f. pemulihan dengan segera prasarana dan sarana vital. — [808, 1304, 974, 1314]
paragraph: e. perlindungan terhadap kelompok rentan; dan — [808, 1293, 952, 1303]
paragraph: (1) Setiap Orang yang melakukan kegiatan pembangunan yang mempunyai risiko tinggi menyebabkan Bencana wajib dilengkapi dengan persyaratan analisis risiko bencana sesuai ketentuan peraturan perundang-undangan. — [552, 1373, 799, 1402]
paragraph: g. menetapkan pemanfaatan atas pengumpulan dan penyaluran uang atau barang; — [552, 740, 799, 750]
paragraph: (1) Dalam pelaksanaan Penanggulangan Bencana pada situasi tidak terjadi Bencana, Pemerintah Daerah dapat menetapkan daerah rawan Bencana. — [808, 420, 1055, 440]
paragraph: f. menumbuhkan budaya sadar bencana, solidaritas sosial, dan kesadaran Masyarakat dalam menganisipasi dan menanggulangi Bencana; dan — [296, 1313, 543, 1332]
paragraph: c. penyelamatan dan evakuasi masyarakat terkena Bencana; — [808, 1272, 990, 1282]
title-gubernur: GUBERNUR DAERAH ISTIMEWA YOGYAKARTA — [437, 339, 878, 361]
paragraph: (3) Penerimaan dan penggunaan sumber daya manusia, peralatan, dan logistik sebagaimana dimaksud pada ayat (1) dilaksanakan dan dikoordinasikan oleh Perangkat Daerah yang melaksanakan fungsi penunjang di bidang penanggulangan bencana. — [1064, 1081, 1311, 1120]
paragraph: e. sarana ekonomi dasar Masyarakat. — [1064, 705, 1177, 715]
paragraph: d. penerapan rancang bangun yang tepat dan penggunaan peralatan yang lebih baik dan tahan bencana; — [1064, 1460, 1311, 1480]
paragraph: a. pengurangan risiko; b. cepat dan tepat; c. prioritas; d. koordinasi dan keterpaduan; e. berdaya guna dan berhasil guna; f. transparansi dan akuntabilitas; g. kemitraan; h. pemberdayaan; i. nondiskriminatif; j. nonproletif; k. kemandirian; l. kearifan lokal; m. membangun kembali ke arah yang lebih baik; n. inovasi teknologi; dan o. berkelanjutan. — [296, 1113, 543, 1161]
paragraph: (1) Pelaksanaan Penanggulangan Bencana dalam situasi terdapat potensi terjadinya Bencana sebagaimana dimaksud dalam Pasal 9 huruf b meliputi: — [808, 633, 1055, 652]
text-column-5 — [1064, 410, 1311, 2090]
paragraph: a. situasi tidak terjadi Bencana; dan — [552, 1151, 660, 1161]
paragraph: f. rekonsiliasi dan resolusi konflik; — [1064, 1355, 1170, 1365]
paragraph: b. bahwa untuk mewujudkan perlindungan terhadap kehidupan dan penghidupan masyarakat atas bencana, diperlukan kerjasama, sinergi dan kolaborasi dalam manajemen penanggulangan bencana berbasis kearifan lokal dan teknologi melalui penguatan kelembagaan serta partisipasi masyarakat dalam setiap tahapan pelaksanaan penanggulangan bencana; — [40, 459, 287, 508]
paragraph: b. menetapkan status dan tingkatan bencana; — [552, 639, 688, 649]
jdih-globe-logo — [64, 55, 138, 129]
promo-caption-line2: Produk Hukum Secara Aktual — [98, 206, 266, 220]
publication-date — [35, 7, 215, 22]
